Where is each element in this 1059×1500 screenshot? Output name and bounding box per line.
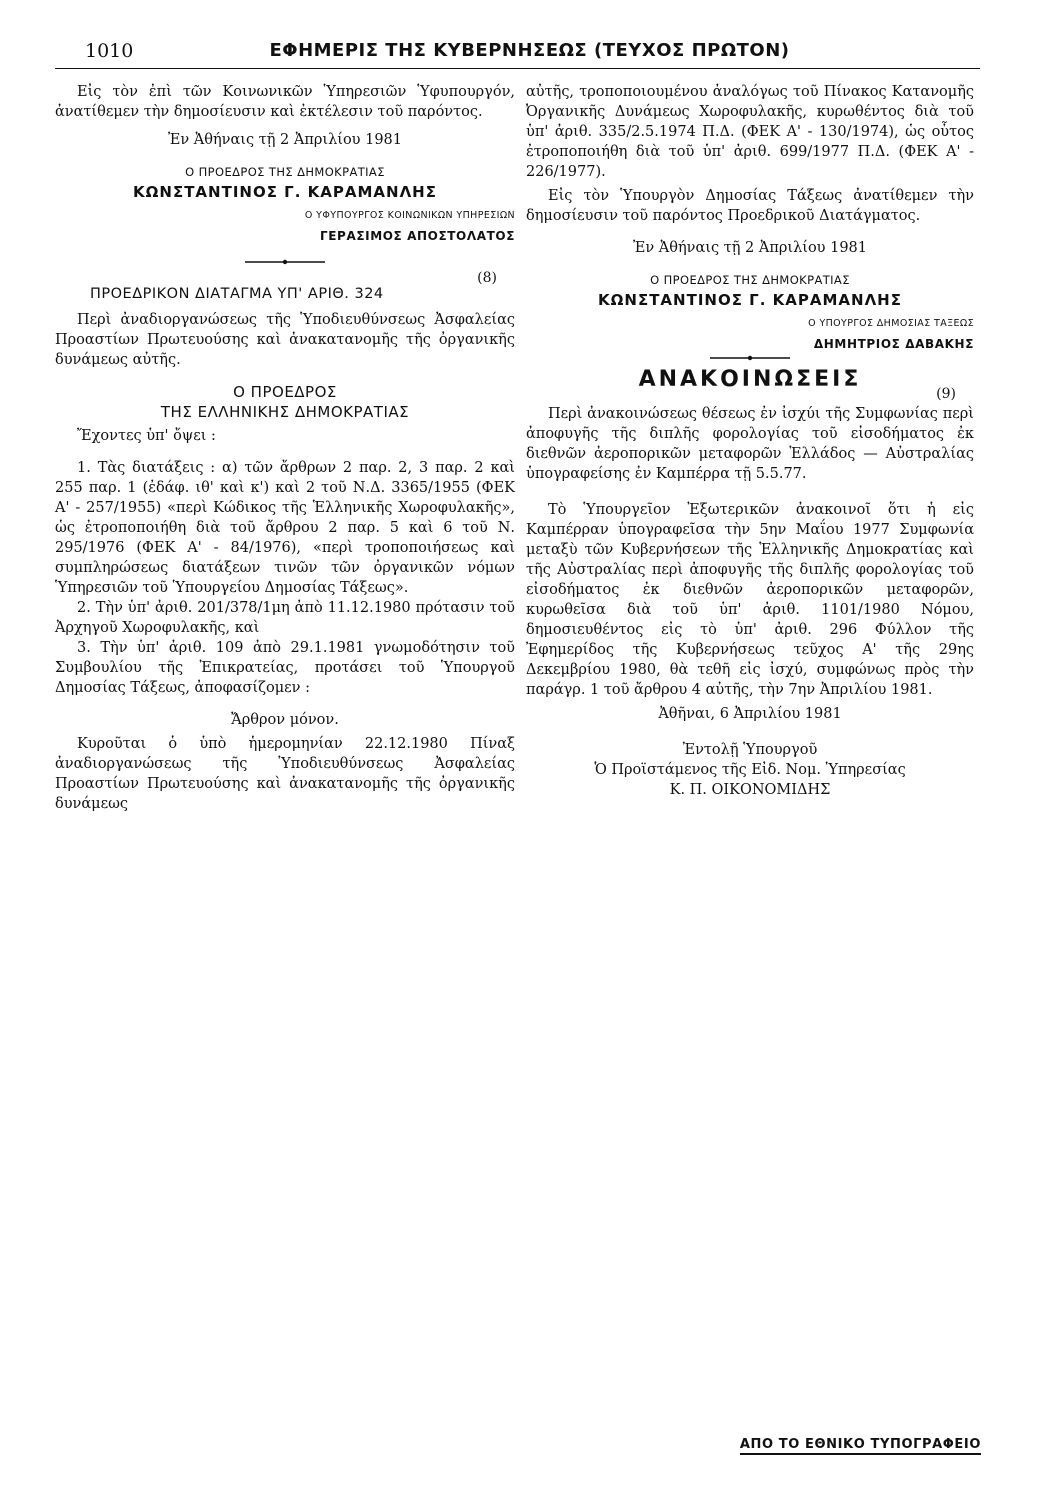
gazette-title: ΕΦΗΜΕΡΙΣ ΤΗΣ ΚΥΒΕΡΝΗΣΕΩΣ (ΤΕΥΧΟΣ ΠΡΩΤΟΝ) — [269, 40, 790, 61]
article-body: Κυροῦται ὁ ὑπὸ ἡμερομηνίαν 22.12.1980 Πίναξ ἀναδιοργανώσεως τῆς Ὑποδιευθύνσεως Ἀσφαλείας Προαστίων Πρωτευούσης καὶ ἀνακατανομῆς τῆς ὀργανικῆς δυνάμεως — [55, 736, 515, 812]
item-3: 3. Τὴν ὑπ' ἀριθ. 109 ἀπὸ 29.1.1981 γνωμοδότησιν τοῦ Συμβουλίου τῆς Ἐπικρατείας, προτάσει τοῦ Ὑπουργοῦ Δημοσίας Τάξεως, ἀποφασίζομεν : — [55, 640, 515, 696]
minister-name: ΔΗΜΗΤΡΙΟΣ ΔΑΒΑΚΗΣ — [813, 337, 974, 351]
heading-president: Ο ΠΡΟΕΔΡΟΣ — [233, 383, 337, 401]
section-divider — [245, 258, 325, 266]
decree-number: (8) — [477, 270, 497, 286]
page-header — [0, 36, 1059, 66]
signature-line-2: Ὁ Προϊστάμενος τῆς Εἰδ. Νομ. Ὑπηρεσίας — [594, 762, 906, 778]
item-2: 2. Τὴν ὑπ' ἀριθ. 201/378/1μη ἀπὸ 11.12.1980 πρότασιν τοῦ Ἀρχηγοῦ Χωροφυλακῆς, καὶ — [55, 600, 515, 636]
section-divider — [710, 354, 790, 362]
decree-subject: Περὶ ἀναδιοργανώσεως τῆς Ὑποδιευθύνσεως Ἀσφαλείας Προαστίων Πρωτευούσης καὶ ἀνακατανομῆς τῆς ὀργανικῆς δυνάμεως αὐτῆς. — [55, 312, 515, 368]
signatory-name: Κ. Π. ΟΙΚΟΝΟΜΙΔΗΣ — [669, 782, 831, 798]
president-title: Ο ΠΡΟΕΔΡΟΣ ΤΗΣ ΔΗΜΟΚΡΑΤΙΑΣ — [650, 273, 850, 287]
president-name: ΚΩΝΣΤΑΝΤΙΝΟΣ Γ. ΚΑΡΑΜΑΝΛΗΣ — [133, 183, 437, 201]
minister-title: Ο ΥΦΥΠΟΥΡΓΟΣ ΚΟΙΝΩΝΙΚΩΝ ΥΠΗΡΕΣΙΩΝ — [304, 210, 515, 221]
date-line: Ἐν Ἀθήναις τῇ 2 Ἀπριλίου 1981 — [168, 132, 402, 148]
announcement-subject: Περὶ ἀνακοινώσεως θέσεως ἐν ἰσχύι τῆς Συμφωνίας περὶ ἀποφυγῆς τῆς διπλῆς φορολογίας τοῦ εἰσοδήματος ἐκ διεθνῶν ἀεροπορικῶν μεταφορῶν Ἑλλάδος — Αὐστραλίας ὑπογραφείσης ἐν Καμπέρρα τῇ 5.5.77. — [526, 406, 974, 482]
decree-title: ΠΡΟΕΔΡΙΚΟΝ ΔΙΑΤΑΓΜΑ ΥΠ' ΑΡΙΘ. 324 — [90, 286, 384, 302]
assignment-paragraph: Εἰς τὸν Ὑπουργὸν Δημοσίας Τάξεως ἀνατίθεμεν τὴν δημοσίευσιν τοῦ παρόντος Προεδρικοῦ Διατάγματος. — [526, 188, 974, 224]
continuation-paragraph: αὐτῆς, τροποποιουμένου ἀναλόγως τοῦ Πίνακος Κατανομῆς Ὀργανικῆς Δυνάμεως Χωροφυλακῆς, κυρωθέντος διὰ τοῦ ὑπ' ἀριθ. 335/2.5.1974 Π.Δ. (ΦΕΚ Α' - 130/1974), ὡς οὗτος ἐτροποποιήθη διὰ τοῦ ὑπ' ἀριθ. 699/1977 Π.Δ. (ΦΕΚ Α' - 226/1977). — [526, 84, 974, 180]
header-rule — [55, 68, 980, 69]
announcements-title: ΑΝΑΚΟΙΝΩΣΕΙΣ — [638, 367, 862, 392]
president-name: ΚΩΝΣΤΑΝΤΙΝΟΣ Γ. ΚΑΡΑΜΑΝΛΗΣ — [598, 291, 902, 309]
having-regard: Ἔχοντες ὑπ' ὄψει : — [77, 428, 216, 444]
minister-name: ΓΕΡΑΣΙΜΟΣ ΑΠΟΣΤΟΛΑΤΟΣ — [320, 229, 515, 243]
heading-republic: ΤΗΣ ΕΛΛΗΝΙΚΗΣ ΔΗΜΟΚΡΑΤΙΑΣ — [160, 403, 410, 421]
minister-title: Ο ΥΠΟΥΡΓΟΣ ΔΗΜΟΣΙΑΣ ΤΑΞΕΩΣ — [808, 318, 974, 329]
intro-paragraph: Εἰς τὸν ἐπὶ τῶν Κοινωνικῶν Ὑπηρεσιῶν Ὑφυπουργόν, ἀνατίθεμεν τὴν δημοσίευσιν καὶ ἐκτέλεσιν τοῦ παρόντος. — [55, 84, 515, 120]
right-column — [526, 82, 974, 800]
article-heading: Ἄρθρον μόνον. — [231, 712, 339, 728]
announcement-body: Τὸ Ὑπουργεῖον Ἐξωτερικῶν ἀνακοινοῖ ὅτι ἡ εἰς Καμπέρραν ὑπογραφεῖσα τὴν 5ην Μαΐου 1977 Συμφωνία μεταξὺ τῶν Κυβερνήσεων τῆς Ἑλληνικῆς Δημοκρατίας καὶ τῆς Αὐστραλίας περὶ ἀποφυγῆς τῆς διπλῆς φορολογίας τοῦ εἰσοδήματος ἐκ διεθνῶν ἀεροπορικῶν μεταφορῶν, κυρωθεῖσα διὰ τοῦ ὑπ' ἀριθ. 1101/1980 Νόμου, δημοσιευθέντος εἰς τὸ ὑπ' ἀριθ. 296 Φύλλον τῆς Ἐφημερίδος τῆς Κυβερνήσεως τεῦχος Α' τῆς 29ης Δεκεμβρίου 1980, θὰ τεθῆ εἰς ἰσχύ, συμφώνως πρὸς τὴν παράγρ. 1 τοῦ ἄρθρου 4 αὐτῆς, τὴν 7ην Ἀπριλίου 1981. — [526, 502, 974, 698]
date-line: Ἀθῆναι, 6 Ἀπριλίου 1981 — [658, 706, 842, 722]
left-column — [55, 82, 515, 814]
printer-footer: ΑΠΟ ΤΟ ΕΘΝΙΚΟ ΤΥΠΟΓΡΑΦΕΙΟ — [740, 1437, 981, 1455]
president-title: Ο ΠΡΟΕΔΡΟΣ ΤΗΣ ΔΗΜΟΚΡΑΤΙΑΣ — [185, 165, 385, 179]
signature-line-1: Ἐντολῇ Ὑπουργοῦ — [682, 742, 818, 758]
announcement-number: (9) — [936, 386, 956, 402]
page-number: 1010 — [85, 40, 134, 62]
item-1: 1. Τὰς διατάξεις : α) τῶν ἄρθρων 2 παρ. 2, 3 παρ. 2 καὶ 255 παρ. 1 (ἐδάφ. ιθ' καὶ κ') καὶ 2 τοῦ Ν.Δ. 3365/1955 (ΦΕΚ Α' - 257/1955) «περὶ Κώδικος τῆς Ἑλληνικῆς Χωροφυλακῆς», ὡς ἐτροποποιήθη διὰ τοῦ ἄρθρου 2 παρ. 5 καὶ 6 τοῦ Ν. 295/1976 (ΦΕΚ Α' - 84/1976), «περὶ τροποποιήσεως καὶ συμπληρώσεως διατάξεων τινῶν τῶν ὀργανικῶν νόμων Ὑπηρεσιῶν τοῦ Ὑπουργείου Δημοσίας Τάξεως». — [55, 460, 515, 596]
date-line: Ἐν Ἀθήναις τῇ 2 Ἀπριλίου 1981 — [633, 240, 867, 256]
